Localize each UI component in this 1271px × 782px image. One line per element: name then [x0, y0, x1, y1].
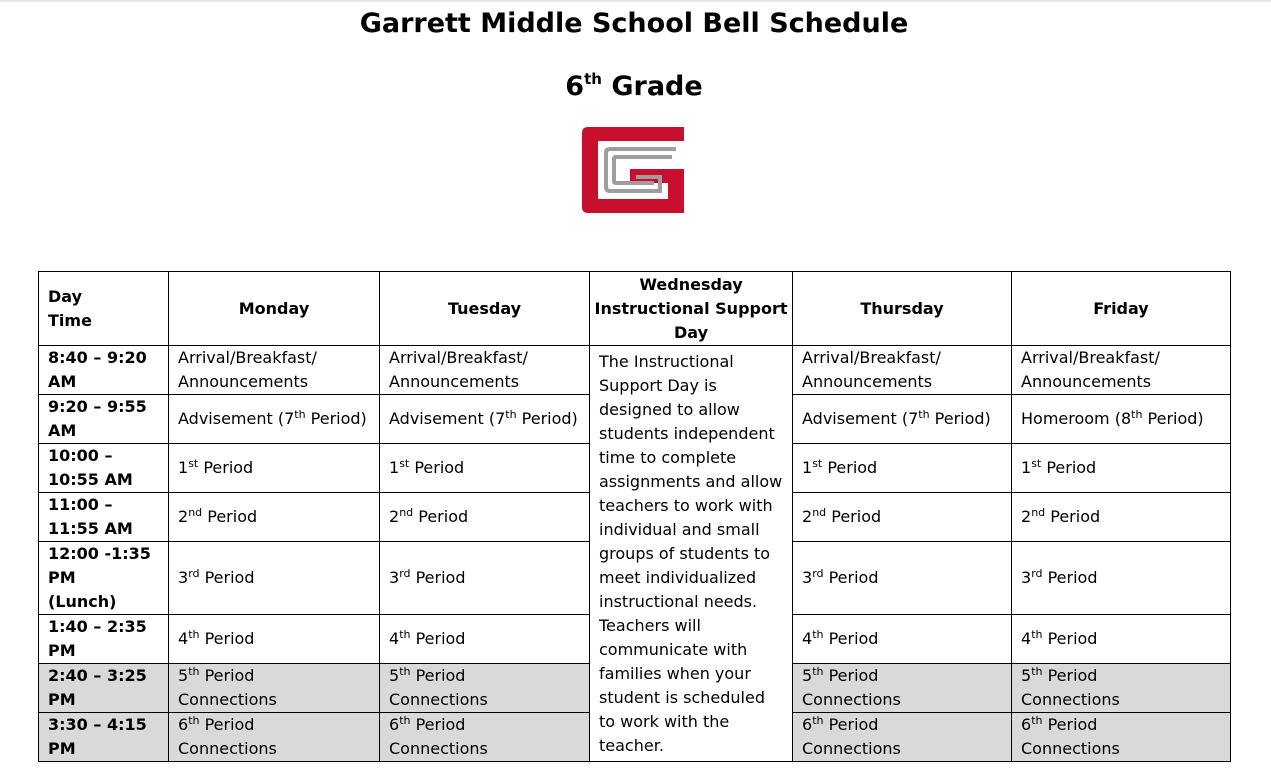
- ordinal-suffix: th: [918, 408, 930, 421]
- cell-monday: [169, 664, 380, 713]
- wednesday-note-line: students independent: [599, 423, 775, 443]
- cell-text: Arrival/Breakfast/: [389, 348, 528, 367]
- period-prefix: 2: [802, 507, 813, 526]
- period-label: [178, 456, 379, 480]
- ordinal-suffix: rd: [812, 567, 824, 580]
- cell-friday: [1012, 493, 1231, 542]
- ordinal-suffix: rd: [1031, 567, 1043, 580]
- period-suffix: Period): [305, 409, 367, 428]
- cell-tuesday: [380, 542, 590, 615]
- time-text: PM: [48, 690, 76, 709]
- cell-monday: [169, 713, 380, 762]
- wednesday-note-line: student is scheduled: [599, 687, 765, 707]
- ordinal-suffix: st: [188, 457, 199, 470]
- ordinal-suffix: th: [812, 714, 824, 727]
- time-text: PM: [48, 739, 76, 758]
- cell-tuesday: [380, 395, 590, 444]
- time-cell: [39, 713, 169, 762]
- ordinal-suffix: th: [399, 714, 411, 727]
- ordinal-suffix: rd: [188, 567, 200, 580]
- period-label: [802, 407, 1011, 431]
- period-prefix: 2: [178, 507, 189, 526]
- cell-monday: [169, 444, 380, 493]
- period-label: [389, 627, 589, 651]
- header-monday: Monday: [169, 272, 380, 346]
- period-label: [178, 505, 379, 529]
- cell-friday: [1012, 542, 1231, 615]
- connections-label: Connections: [802, 690, 901, 709]
- period-label: [1021, 627, 1230, 651]
- wednesday-note-line: teacher.: [599, 735, 664, 755]
- period-label: [802, 566, 1011, 590]
- cell-monday: [169, 493, 380, 542]
- header-time: Time: [48, 310, 92, 330]
- cell-tuesday: [380, 615, 590, 664]
- period-suffix: Period: [826, 507, 882, 526]
- cell-friday: [1012, 713, 1231, 762]
- period-suffix: Period: [823, 568, 879, 587]
- period-label: [389, 664, 589, 688]
- time-cell: [39, 346, 169, 395]
- cell-thursday: [793, 395, 1012, 444]
- period-prefix: 3: [178, 568, 189, 587]
- cell-monday: [169, 395, 380, 444]
- cell-thursday: [793, 664, 1012, 713]
- period-prefix: 1: [389, 458, 400, 477]
- cell-monday: [169, 346, 380, 395]
- period-prefix: Advisement (7: [802, 409, 919, 428]
- time-text: 9:20 – 9:55: [48, 397, 147, 416]
- ordinal-suffix: th: [1031, 714, 1043, 727]
- cell-text: Arrival/Breakfast/: [178, 348, 317, 367]
- cell-tuesday: [380, 346, 590, 395]
- cell-text: Arrival/Breakfast/: [1021, 348, 1160, 367]
- wednesday-note-line: individual and small: [599, 519, 760, 539]
- period-label: [802, 505, 1011, 529]
- wednesday-note-line: instructional needs.: [599, 591, 758, 611]
- cell-text: Arrival/Breakfast/: [802, 348, 941, 367]
- wednesday-note-line: designed to allow: [599, 399, 740, 419]
- header-day-time: [39, 272, 169, 346]
- header-tuesday: Tuesday: [380, 272, 590, 346]
- period-label: [802, 713, 1011, 737]
- period-label: [178, 566, 379, 590]
- ordinal-suffix: th: [399, 628, 411, 641]
- ordinal-suffix: th: [505, 408, 517, 421]
- time-cell: [39, 395, 169, 444]
- wednesday-note-line: families when your: [599, 663, 751, 683]
- period-suffix: Period: [1041, 458, 1097, 477]
- time-text: 1:40 – 2:35: [48, 617, 147, 636]
- period-label: [1021, 664, 1230, 688]
- grade-suffix: th: [584, 70, 602, 88]
- time-text: 11:00 –: [48, 495, 113, 514]
- period-label: [389, 566, 589, 590]
- cell-thursday: [793, 346, 1012, 395]
- wednesday-note-line: The Instructional: [599, 351, 734, 371]
- time-text: (Lunch): [48, 592, 117, 611]
- period-suffix: Period: [823, 629, 879, 648]
- ordinal-suffix: st: [399, 457, 410, 470]
- period-prefix: Advisement (7: [178, 409, 295, 428]
- period-prefix: 4: [1021, 629, 1032, 648]
- period-prefix: 6: [1021, 715, 1032, 734]
- time-text: 2:40 – 3:25: [48, 666, 147, 685]
- cell-text: Announcements: [178, 372, 309, 391]
- period-prefix: Homeroom (8: [1021, 409, 1132, 428]
- wednesday-note-line: assignments and allow: [599, 471, 783, 491]
- period-suffix: Period: [410, 568, 466, 587]
- ordinal-suffix: th: [399, 665, 411, 678]
- period-prefix: 6: [389, 715, 400, 734]
- cell-friday: [1012, 664, 1231, 713]
- period-suffix: Period: [1042, 629, 1098, 648]
- period-label: [178, 627, 379, 651]
- time-text: 3:30 – 4:15: [48, 715, 147, 734]
- period-suffix: Period: [413, 507, 469, 526]
- period-suffix: Period: [823, 715, 879, 734]
- period-suffix: Period: [199, 715, 255, 734]
- cell-tuesday: [380, 493, 590, 542]
- ordinal-suffix: nd: [812, 506, 827, 519]
- cell-thursday: [793, 444, 1012, 493]
- time-cell: [39, 615, 169, 664]
- period-suffix: Period: [198, 458, 254, 477]
- connections-label: Connections: [1021, 690, 1120, 709]
- cell-tuesday: [380, 713, 590, 762]
- period-label: [389, 505, 589, 529]
- period-prefix: 6: [802, 715, 813, 734]
- period-prefix: 5: [802, 666, 813, 685]
- cell-text: Announcements: [802, 372, 933, 391]
- ordinal-suffix: th: [1031, 665, 1043, 678]
- cell-text: Announcements: [1021, 372, 1152, 391]
- time-text: AM: [48, 421, 77, 440]
- period-prefix: 5: [389, 666, 400, 685]
- time-text: 8:40 – 9:20: [48, 348, 147, 367]
- period-label: [1021, 456, 1230, 480]
- page-title: Garrett Middle School Bell Schedule: [359, 8, 909, 39]
- time-text: AM: [48, 372, 77, 391]
- logo-outer-g: [582, 127, 684, 213]
- ordinal-suffix: th: [294, 408, 306, 421]
- time-text: 11:55 AM: [48, 519, 133, 538]
- ordinal-suffix: th: [188, 714, 200, 727]
- connections-label: Connections: [389, 690, 488, 709]
- period-label: [1021, 505, 1230, 529]
- time-cell: [39, 444, 169, 493]
- period-suffix: Period: [1045, 507, 1101, 526]
- period-suffix: Period: [199, 666, 255, 685]
- cell-monday: [169, 542, 380, 615]
- period-suffix: Period): [1142, 409, 1204, 428]
- period-prefix: Advisement (7: [389, 409, 506, 428]
- period-prefix: 5: [1021, 666, 1032, 685]
- period-prefix: 4: [389, 629, 400, 648]
- period-label: [178, 664, 379, 688]
- ordinal-suffix: th: [1131, 408, 1143, 421]
- wednesday-note-line: meet individualized: [599, 567, 757, 587]
- wednesday-note-cell: [590, 346, 793, 762]
- period-label: [802, 664, 1011, 688]
- cell-thursday: [793, 713, 1012, 762]
- period-label: [1021, 713, 1230, 737]
- cell-thursday: [793, 542, 1012, 615]
- period-suffix: Period: [822, 458, 878, 477]
- period-label: [802, 627, 1011, 651]
- cell-monday: [169, 615, 380, 664]
- header-thursday: Thursday: [793, 272, 1012, 346]
- period-prefix: 3: [802, 568, 813, 587]
- ordinal-suffix: nd: [399, 506, 414, 519]
- cell-thursday: [793, 493, 1012, 542]
- period-label: [389, 456, 589, 480]
- header-day: Day: [48, 286, 83, 306]
- period-label: [1021, 407, 1230, 431]
- period-prefix: 1: [1021, 458, 1032, 477]
- period-suffix: Period: [1042, 568, 1098, 587]
- period-label: [389, 713, 589, 737]
- wednesday-note-line: time to complete: [599, 447, 737, 467]
- cell-friday: [1012, 346, 1231, 395]
- period-suffix: Period: [1042, 715, 1098, 734]
- period-suffix: Period: [410, 715, 466, 734]
- table-row: [39, 346, 1231, 395]
- cell-friday: [1012, 395, 1231, 444]
- wednesday-note-line: teachers to work with: [599, 495, 773, 515]
- cell-text: Announcements: [389, 372, 520, 391]
- time-text: 12:00 -1:35: [48, 544, 151, 563]
- grade-word: Grade: [611, 71, 703, 102]
- grade-number: 6: [565, 71, 585, 102]
- wednesday-note-line: groups of students to: [599, 543, 771, 563]
- header-wednesday: Wednesday Instructional Support Day: [590, 272, 793, 346]
- time-text: PM: [48, 568, 76, 587]
- cell-thursday: [793, 615, 1012, 664]
- period-suffix: Period: [199, 629, 255, 648]
- connections-label: Connections: [178, 690, 277, 709]
- period-label: [178, 713, 379, 737]
- top-rule: [0, 0, 1271, 2]
- ordinal-suffix: nd: [1031, 506, 1046, 519]
- period-prefix: 3: [389, 568, 400, 587]
- connections-label: Connections: [1021, 739, 1120, 758]
- ordinal-suffix: nd: [188, 506, 203, 519]
- period-suffix: Period): [929, 409, 991, 428]
- ordinal-suffix: rd: [399, 567, 411, 580]
- ordinal-suffix: th: [1031, 628, 1043, 641]
- ordinal-suffix: th: [188, 628, 200, 641]
- period-label: [1021, 566, 1230, 590]
- period-suffix: Period: [410, 629, 466, 648]
- period-prefix: 1: [802, 458, 813, 477]
- period-prefix: 4: [802, 629, 813, 648]
- period-prefix: 3: [1021, 568, 1032, 587]
- time-text: 10:00 –: [48, 446, 113, 465]
- period-suffix: Period: [410, 666, 466, 685]
- time-text: PM: [48, 641, 76, 660]
- time-cell: [39, 664, 169, 713]
- period-label: [178, 407, 379, 431]
- cell-friday: [1012, 615, 1231, 664]
- period-label: [389, 407, 589, 431]
- ordinal-suffix: st: [812, 457, 823, 470]
- time-cell: [39, 493, 169, 542]
- header-row: [39, 272, 1231, 346]
- cell-tuesday: [380, 664, 590, 713]
- ordinal-suffix: st: [1031, 457, 1042, 470]
- school-logo-icon: [578, 123, 690, 217]
- cell-tuesday: [380, 444, 590, 493]
- period-prefix: 2: [389, 507, 400, 526]
- ordinal-suffix: th: [812, 665, 824, 678]
- ordinal-suffix: th: [812, 628, 824, 641]
- period-suffix: Period): [516, 409, 578, 428]
- ordinal-suffix: th: [188, 665, 200, 678]
- wednesday-note-line: to work with the: [599, 711, 730, 731]
- period-prefix: 5: [178, 666, 189, 685]
- period-suffix: Period: [1042, 666, 1098, 685]
- period-suffix: Period: [199, 568, 255, 587]
- time-text: 10:55 AM: [48, 470, 133, 489]
- period-suffix: Period: [823, 666, 879, 685]
- wednesday-note-line: Support Day is: [599, 375, 717, 395]
- wednesday-note-line: communicate with: [599, 639, 748, 659]
- grade-heading: [0, 69, 1268, 105]
- time-cell: [39, 542, 169, 615]
- connections-label: Connections: [178, 739, 277, 758]
- period-prefix: 6: [178, 715, 189, 734]
- connections-label: Connections: [802, 739, 901, 758]
- header-friday: Friday: [1012, 272, 1231, 346]
- period-prefix: 2: [1021, 507, 1032, 526]
- period-suffix: Period: [202, 507, 258, 526]
- connections-label: Connections: [389, 739, 488, 758]
- period-prefix: 1: [178, 458, 189, 477]
- bell-schedule-table: [38, 271, 1231, 762]
- wednesday-note-line: Teachers will: [599, 615, 701, 635]
- period-label: [802, 456, 1011, 480]
- period-suffix: Period: [409, 458, 465, 477]
- cell-friday: [1012, 444, 1231, 493]
- period-prefix: 4: [178, 629, 189, 648]
